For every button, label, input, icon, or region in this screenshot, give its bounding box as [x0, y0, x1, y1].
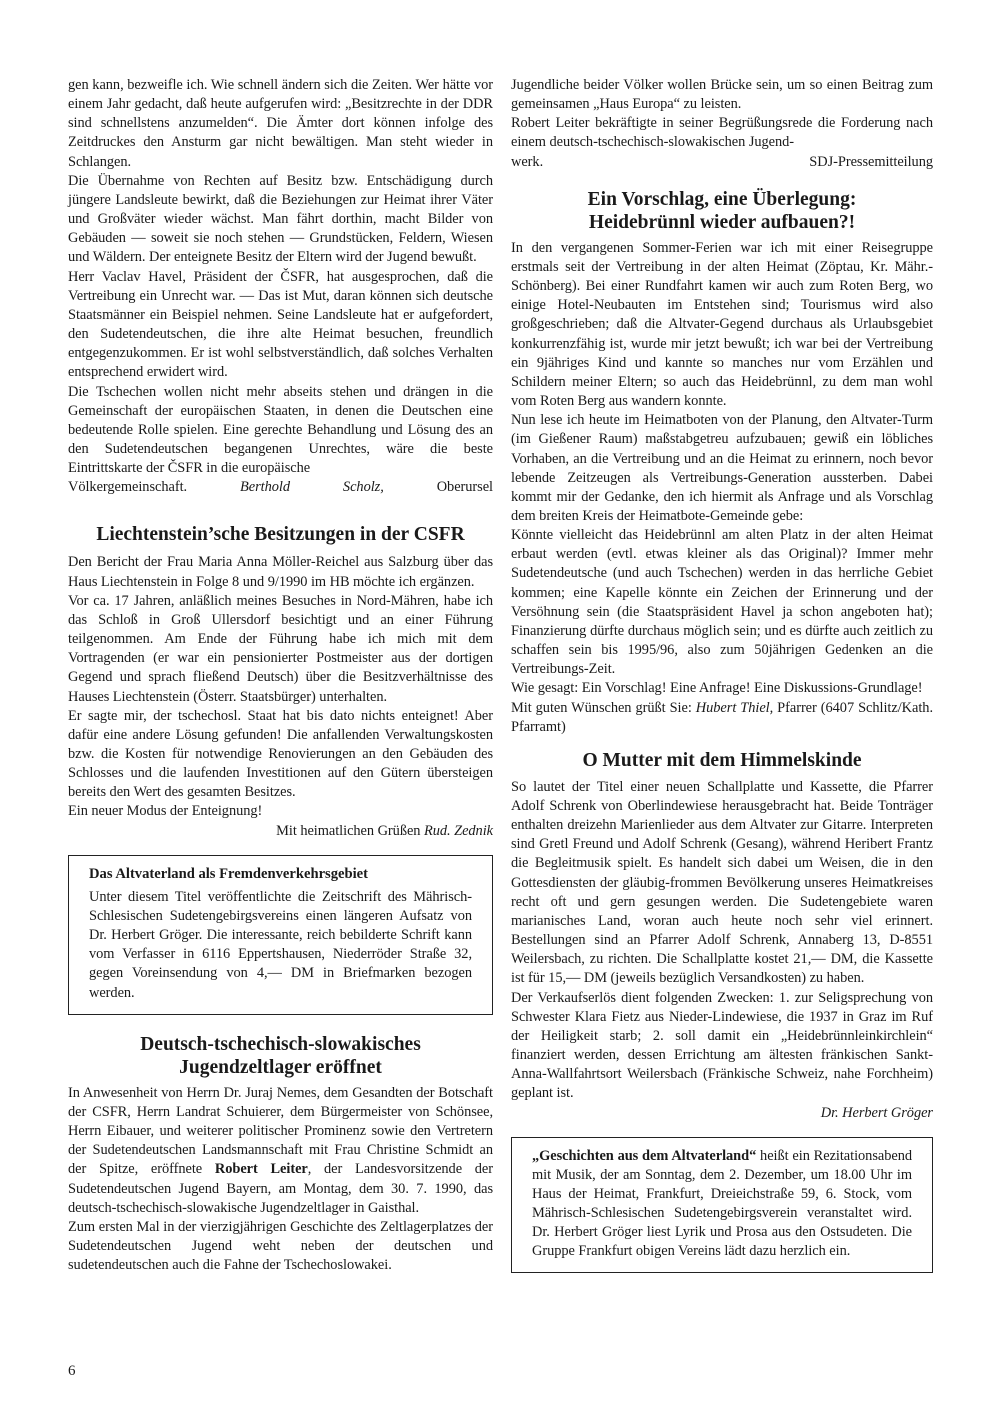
- title-line: Ein Vorschlag, eine Überlegung:: [587, 188, 857, 210]
- paragraph: Zum ersten Mal in der vierzigjährigen Geschichte des Zeltlagerplatzes der Sudetendeutschen Jugend weht neben der deutschen und sudetendeutschen auch die Fahne der Tschechoslowakei.: [68, 1218, 493, 1274]
- press-source: SDJ-Pressemitteilung: [809, 153, 933, 170]
- paragraph: Nun lese ich heute im Heimatboten von der Planung, den Altvater-Turm (im Gießener Raum) maßstabgetreu aufzubauen; gewiß ein löbliches Vorhaben, an die Vertreibung und an die Heimat zu erinnern, noch bevor lebende Zeitzeugen als Vertreibungs-Generation aussterben. Dabei kommt mir der Gedanke, den ich hiermit als Anfrage und als Vorschlag dem breiten Kreis der Heimatbote-Gemeinde gebe:: [511, 412, 933, 524]
- paragraph: In den vergangenen Sommer-Ferien war ich mit einer Reisegruppe erstmals seit der Vertreibung in der alten Heimat (Zöptau, Kr. Mähr.-Schönberg). Bei einer Rundfahrt kamen wir auch zum Roten Berg, wo einige Hotel-Neubauten im Entstehen sind; Tourismus wird also großgeschrieben; daß die Altvater-Gegend durchaus als Urlaubsgebiet konkurrenzfähig ist, wurde mir jetzt bewußt; ich war bei der Vertreibung ein 9jähriges Kind und kannte so manches nur vom Erzählen und Schildern meiner Eltern; so auch das Heidebrünnl, zu dem man wohl vom Roten Berg aus wandern konnte.: [511, 239, 933, 410]
- paragraph: [68, 1084, 493, 1218]
- paragraph: [511, 699, 933, 737]
- author-signature: [240, 479, 493, 495]
- paragraph: Er sagte mir, der tschechosl. Staat hat bis dato nichts enteignet! Aber dafür eine andere Lösung gefunden! Die anfallenden Verwaltungskosten bzw. die Kosten für notwendige Renovierungen an den Gebäuden des Schlosses und die laufenden Investitionen auf den Gütern übersteigen bereits den Wert des gesamten Besitzes.: [68, 707, 493, 801]
- author-name: Berthold Scholz,: [240, 479, 384, 496]
- notice-box-geschichten: [511, 1137, 933, 1273]
- paragraph: So lautet der Titel einer neuen Schallplatte und Kassette, die Pfarrer Adolf Schrenk von Oberlindewiese herausgebracht hat. Beide Tonträger enthalten dreizehn Marienlieder aus dem Altvater zur Gitarre. Interpreten sind Gretl Freund und Adolf Schrenk (Gesang), während Heribert Frantz die Begleitmusik spielt. Es handelt sich dabei um Weisen, die in den Gottesdiensten der gläubig-frommen Bevölkerung unseres Heimatkreises recht oft und gern gesungen werden. Die Sudetengebiete waren marianisches Land, woran auch heute noch sehr viel erinnert. Bestellungen sind an Pfarrer Adolf Schrenk, Annaberg 13, D-8551 Weilersbach, zu richten. Die Schallplatte kostet 21,— DM, die Kassette ist für 15,— DM (jeweils bezüglich Versandkosten) zu haben.: [511, 778, 933, 987]
- notice-box-fremdenverkehr: [68, 855, 493, 1015]
- right-column: [511, 76, 933, 1273]
- bold-name: Robert Leiter: [214, 1161, 308, 1178]
- paragraph: Robert Leiter bekräftigte in seiner Begrüßungsrede die Forderung nach einem deutsch-tschechisch-slowakischen Jugend-: [511, 115, 933, 151]
- paragraph: Ein neuer Modus der Enteignung!: [68, 803, 263, 820]
- article-title-heidebruennl: [511, 188, 933, 234]
- paragraph: gen kann, bezweifle ich. Wie schnell ändern sich die Zeiten. Wer hätte vor einem Jahr gedacht, daß heute aufgerufen wird: „Besitzrechte in der DDR sind schnellstens anzumelden“. Die Ämter dort können infolge des Zeitdruckes den Ansturm gar nicht bewältigen. Man steht wieder in Schlangen.: [68, 77, 493, 170]
- page-number: 6: [68, 1363, 76, 1379]
- article-title-liechtenstein: Liechtenstein’sche Besitzungen in der CSFR: [96, 524, 465, 546]
- paragraph: Die Übernahme von Rechten auf Besitz bzw. Entschädigung durch jüngere Landsleute bewirkt, daß die Beziehungen zur Heimat ihrer Väter und Großväter wieder wächst. Man fährt dorthin, macht Bilder von Gebäuden — soweit sie noch stehen — Grundstücken, Feldern, Wiesen und Wäldern. Der enteignete Besitz der Eltern wird der Jugend bewußt.: [68, 172, 493, 266]
- signature-line: [68, 478, 493, 497]
- paragraph: Die Tschechen wollen nicht mehr abseits stehen und drängen in die Gemeinschaft der europäischen Staaten, in denen die Deutschen eine bedeutende Rolle spielen. Eine gerechte Behandlung und Lösung des an den Sudetendeutschen begangenen Unrechtes, wäre die beste Eintrittskarte der ČSFR in die europäische: [68, 383, 493, 477]
- signature-line: [511, 1104, 933, 1123]
- author-name: Hubert Thiel,: [695, 699, 774, 716]
- text: heißt ein Rezitationsabend mit Musik, der am Sonntag, dem 2. Dezember, um 18.00 Uhr im Haus der Heimat, Frankfurt, Dreieichstraße 59, 6. Stock, vom Mährisch-Schlesischen Sudetengebirgsverein veranstaltet wird. Dr. Herbert Gröger liest Lyrik und Prosa aus den Ostsudeten. Die Gruppe Frankfurt obigen Vereins lädt dazu herzlich ein.: [532, 1147, 912, 1260]
- article-title-jugendzeltlager: [68, 1033, 493, 1079]
- box-text: Unter diesem Titel veröffentlichte die Zeitschrift des Mährisch-Schlesischen Sudetengebirgsvereins einen längeren Aufsatz von Dr. Herbert Gröger. Die interessante, reich bebilderte Schrift kann vom Verfasser in 6116 Eppertshausen, Niederröder Straße 32, gegen Voreinsendung von 4,— DM in Briefmarken bezogen werden.: [89, 888, 472, 1001]
- greeting: Mit heimatlichen Grüßen: [276, 822, 424, 839]
- box-text: [532, 1147, 912, 1262]
- author-name: Dr. Herbert Gröger: [820, 1104, 933, 1121]
- paragraph: Der Verkaufserlös dient folgenden Zwecken: 1. zur Seligsprechung von Schwester Klara Fietz aus Nieder-Lindewiese, die 1937 in Graz im Ruf der Heiligkeit starb; 2. soll damit ein „Heidebrünnleinkirchlein“ finanziert werden, dessen Errichtung am ältesten fränkischen Sankt-Anna-Wallfahrtsort Weilersbach (Fränkische Schweiz, nahe Forchheim) geplant ist.: [511, 989, 933, 1102]
- paragraph: Wie gesagt: Ein Vorschlag! Eine Anfrage! Eine Diskussions-Grundlage!: [511, 680, 923, 697]
- author-name: Rud. Zednik: [424, 822, 493, 839]
- box-title: Das Altvaterland als Fremdenverkehrsgebiet: [89, 865, 369, 882]
- paragraph: Den Bericht der Frau Maria Anna Möller-Reichel aus Salzburg über das Haus Liechtenstein in Folge 8 und 9/1990 im HB möchte ich ergänzen.: [68, 554, 493, 590]
- signature-line: [511, 153, 933, 172]
- left-column: [68, 76, 493, 1275]
- text: In Anwesenheit von Herrn Dr. Juraj Nemes, dem Gesandten der Botschaft der CSFR, Herrn Landrat Schuierer, dem Bürgermeister von Schönsee, Herrn Eibauer, und weiterer politischer Prominenz sowie den Vertretern der Sudetendeutschen Landsmannschaft mit Frau Christine Schmidt an der Spitze, eröffnete: [68, 1084, 493, 1178]
- paragraph: Könnte vielleicht das Heidebrünnl am alten Platz in der alten Heimat erbaut werden (evtl. etwas kleiner als das Original)? Immer mehr Sudetendeutsche (und auch Tschechen) werden in das herrliche Gebiet kommen; eine Kapelle könnte ein Zeichen der Erinnerung und der Versöhnung sein (die Staatspräsident Havel ja schon angeboten hat); Finanzierung dürfte durchaus möglich sein; und es dürfte auch zeitlich zu schaffen sein bis 1995/96, also zum 50jährigen Gedenken an die Vertreibungs-Zeit.: [511, 527, 933, 678]
- text: Pfarrer (6407 Schlitz/Kath. Pfarramt): [511, 699, 933, 735]
- paragraph-end: werk.: [511, 153, 544, 170]
- title-line: Jugendzeltlager eröffnet: [179, 1056, 382, 1078]
- title-line: Heidebrünnl wieder aufbauen?!: [588, 211, 856, 233]
- paragraph-end: Völkergemeinschaft.: [68, 479, 188, 496]
- paragraph: Vor ca. 17 Jahren, anläßlich meines Besuches in Nord-Mähren, habe ich das Schloß in Groß Ullersdorf besichtigt und an einer Führung teilgenommen. Am Ende der Führung habe ich mich mit dem Vortragenden (er war ein pensionierter Postmeister aus der dortigen Gegend und sprach fließend Deutsch) über die Besitzverhältnisse des Hauses Liechtenstein (Österr. Staatsbürger) unterhalten.: [68, 592, 493, 705]
- text: Mit guten Wünschen grüßt Sie:: [511, 699, 696, 716]
- box-title: „Geschichten aus dem Altvaterland“: [532, 1147, 757, 1164]
- article-title-mutter: O Mutter mit dem Himmelskinde: [582, 749, 862, 771]
- paragraph: Jugendliche beider Völker wollen Brücke sein, um so einen Beitrag zum gemeinsamen „Haus Europa“ zu leisten.: [511, 77, 933, 113]
- text: , der Landesvorsitzende der Sudetendeutschen Jugend Bayern, am Montag, dem 30. 7. 1990, das deutsch-tschechisch-slowakische Jugendzeltlager in Gaisthal.: [68, 1161, 494, 1216]
- title-line: Deutsch-tschechisch-slowakisches: [140, 1033, 421, 1055]
- paragraph: Herr Vaclav Havel, Präsident der ČSFR, hat ausgesprochen, daß die Vertreibung ein Unrecht war. — Das ist Mut, daran können sich deutsche Staatsmänner ein Beispiel nehmen. Seine Landsleute hat er aufgefordert, den Sudetendeutschen, die ihre alte Heimat besuchen, freundlich entgegenzukommen. Er ist wohl selbstverständlich, daß solches Verhalten entsprechend erwidert wird.: [68, 268, 493, 381]
- author-place: Oberursel: [383, 479, 493, 496]
- signature-line: [68, 822, 493, 841]
